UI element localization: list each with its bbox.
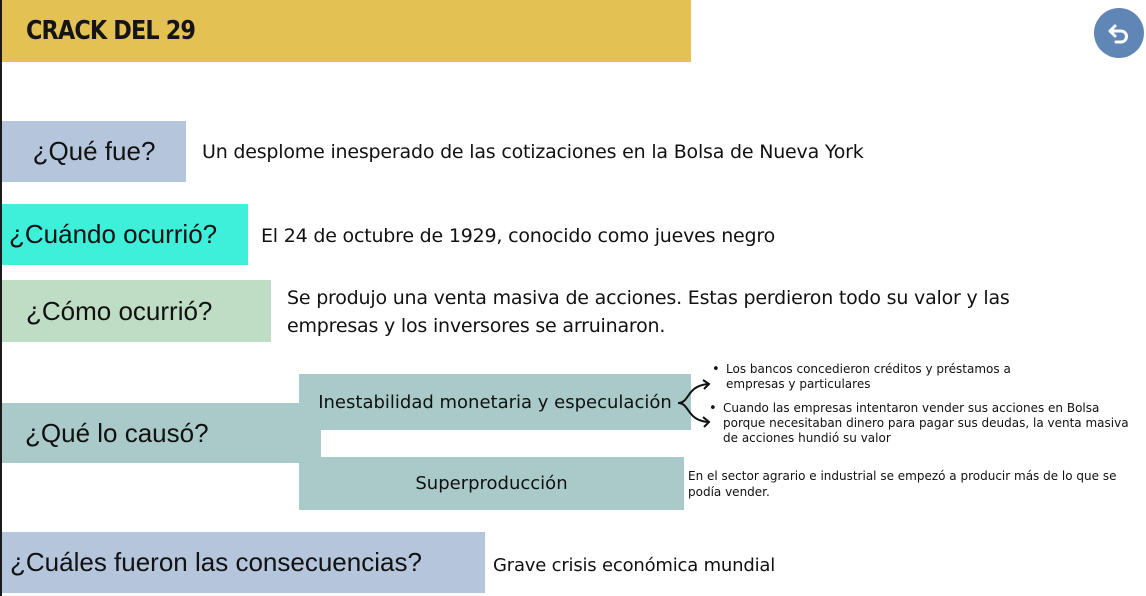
- cause-inestabilidad-label: Inestabilidad monetaria y especulación: [318, 391, 672, 413]
- title-bar: [2, 0, 691, 62]
- cause-superproduccion: [299, 457, 684, 510]
- page-title: CRACK DEL 29: [26, 16, 196, 46]
- question-que-lo-causo-label: ¿Qué lo causó?: [25, 417, 209, 448]
- question-que-fue: [2, 121, 186, 182]
- question-como-ocurrio: [2, 280, 271, 342]
- question-como-ocurrio-label: ¿Cómo ocurrió?: [26, 295, 213, 326]
- answer-que-fue: Un desplome inesperado de las cotizaciones en la Bolsa de Nueva York: [202, 141, 864, 163]
- undo-arrow-icon: [1106, 20, 1132, 46]
- question-consecuencias-label: ¿Cuáles fueron las consecuencias?: [10, 547, 422, 577]
- back-button[interactable]: [1094, 8, 1144, 58]
- cause-inestabilidad: [299, 374, 691, 430]
- answer-como-ocurrio: [287, 284, 1010, 340]
- cause-superproduccion-note: En el sector agrario e industrial se empezó a producir más de lo que se podía vender.: [688, 469, 1117, 499]
- cause-superproduccion-label: Superproducción: [415, 473, 568, 494]
- question-cuando-ocurrio-label: ¿Cuándo ocurrió?: [9, 219, 218, 249]
- question-consecuencias: [2, 532, 485, 593]
- cause-inestabilidad-bullets: [712, 362, 1072, 392]
- cause-inestabilidad-bullet-1: • Los bancos concedieron créditos y préstamos a empresas y particulares: [712, 362, 1072, 392]
- question-que-fue-label: ¿Qué fue?: [32, 136, 156, 166]
- answer-como-line1: Se produjo una venta masiva de acciones. Estas perdieron todo su valor y las: [287, 287, 1010, 309]
- answer-cuando-ocurrio: El 24 de octubre de 1929, conocido como jueves negro: [261, 225, 776, 247]
- cause-inestabilidad-bullet-2: • Cuando las empresas intentaron vender sus acciones en Bolsa porque necesitaban dinero para pagar sus deudas, la venta masiva de acciones hundió su valor: [709, 401, 1143, 446]
- question-que-lo-causo: [2, 403, 320, 463]
- cause-inestabilidad-bullets-2: [709, 401, 1143, 446]
- question-cuando-ocurrio: [2, 204, 248, 265]
- answer-consecuencias: Grave crisis económica mundial: [493, 555, 776, 576]
- answer-como-line2: empresas y los inversores se arruinaron.: [287, 315, 666, 337]
